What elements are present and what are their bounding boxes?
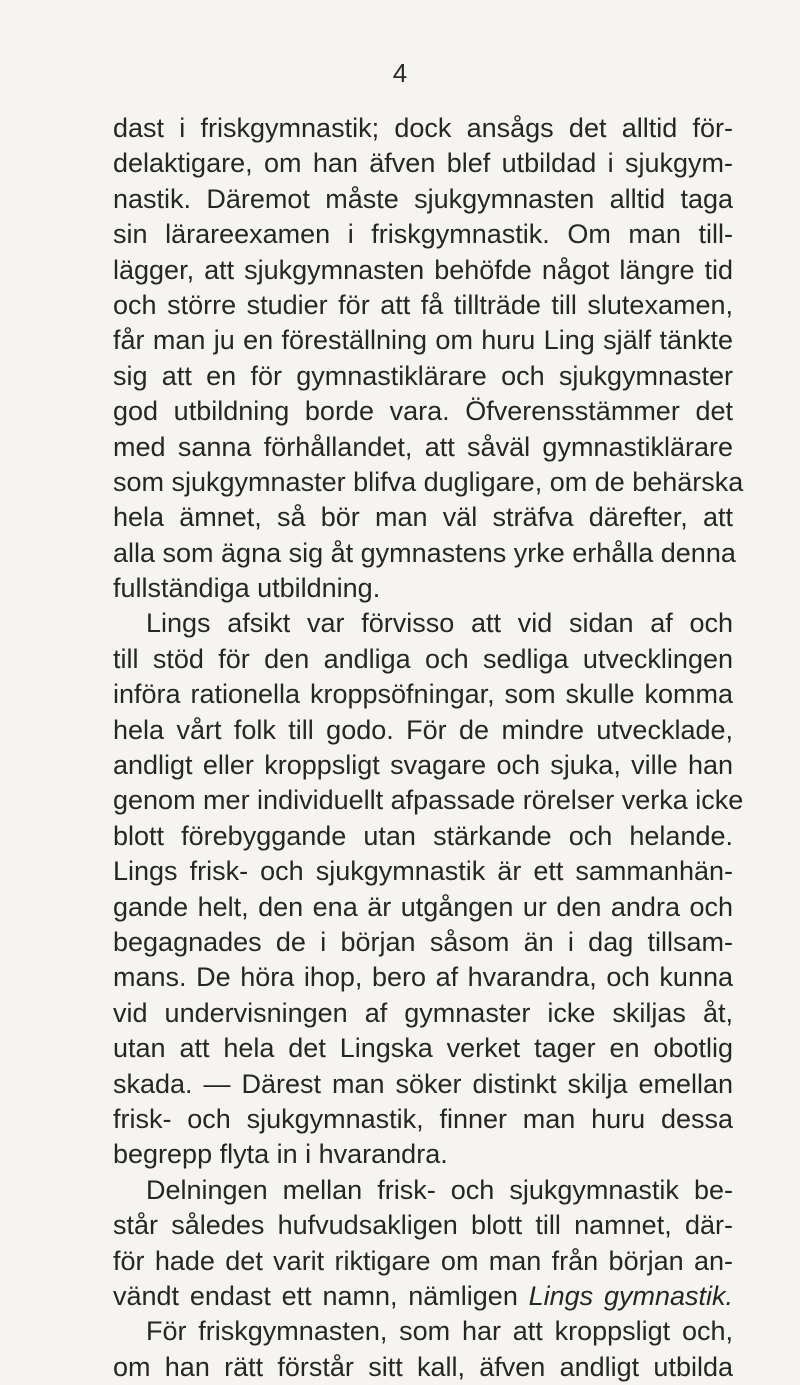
text-line-content: god utbildning borde vara. Öfverensstämmer det [113,396,733,427]
text-line-content: införa rationella kroppsöfningar, som skulle komma [113,679,733,710]
text-line-content: hela vårt folk till godo. För de mindre utvecklade, [113,714,733,745]
text-line-content: vid undervisningen af gymnaster icke skiljas åt, [113,997,733,1028]
text-line [113,253,733,288]
text-line-content: begagnades de i början såsom än i dag tillsam- [113,926,733,957]
text-line [113,1314,733,1349]
text-line-content: står således hufvudsakligen blott till namnet, där- [113,1210,733,1241]
text-line-content: alla som ägna sig åt gymnastens yrke erhålla denna [113,537,736,568]
text-line-content: Lings afsikt var förvisso att vid sidan af och [146,608,733,639]
text-line-content: för hade det varit riktigare om man från början an- [113,1245,733,1276]
text-line-content: Lings frisk- och sjukgymnastik är ett sammanhän- [113,856,733,887]
text-line [113,642,733,677]
text-line-content: För friskgymnasten, som har att kroppsligt och, [146,1316,733,1347]
text-line [113,430,733,465]
text-line [113,960,733,995]
text-line [113,1137,733,1172]
text-line-content: dast i friskgymnastik; dock ansågs det alltid för- [113,113,733,143]
text-line-content: och större studier för att få tillträde till slutexamen, [113,289,733,320]
text-line [113,890,733,925]
text-line-content: vändt endast ett namn, nämligen [113,1280,529,1311]
text-line [113,1208,733,1243]
text-line-content: andligt eller kroppsligt svagare och sjuka, ville han [113,750,733,781]
text-line [113,394,733,429]
text-line-content: genom mer individuellt afpassade rörelser verka icke [113,785,744,816]
text-line [113,111,733,146]
text-line [113,1067,733,1102]
text-line-content: sig att en för gymnastiklärare och sjukgymnaster [113,360,733,391]
text-line [113,500,733,535]
text-line-content: med sanna förhållandet, att såväl gymnastiklärare [113,431,733,462]
text-line-content: gande helt, den ena är utgången ur den andra och [113,891,733,922]
body-text [113,111,744,1385]
text-line-content: till stöd för den andliga och sedliga utvecklingen [113,643,733,674]
text-line [113,1102,733,1137]
text-line-content: begrepp flyta in i hvarandra. [113,1139,448,1170]
text-line [113,1173,733,1208]
text-line-content: frisk- och sjukgymnastik, finner man huru dessa [113,1103,733,1134]
text-line [113,1031,733,1066]
text-line [113,996,733,1031]
text-line [113,748,733,783]
text-line [113,146,733,181]
text-line [113,182,733,217]
text-line-content: utan att hela det Lingska verket tager en obotlig [113,1033,733,1064]
text-line-content: hela ämnet, så bör man väl sträfva därefter, att [113,502,733,533]
text-line [113,1244,733,1279]
text-line [113,359,733,394]
text-line-content: sin lärareexamen i friskgymnastik. Om man till- [113,219,733,250]
page-number: 4 [392,58,408,88]
text-line [113,536,736,571]
text-line [113,925,733,960]
text-line [113,217,733,252]
text-line [113,854,733,889]
text-line-content: får man ju en föreställning om huru Ling själf tänkte [113,325,733,356]
italic-text: Lings gymnastik. [528,1280,733,1311]
text-line-content: skada. — Därest man söker distinkt skilja emellan [113,1068,733,1099]
text-line-content: fullständiga utbildning. [113,573,381,604]
text-line [113,819,733,854]
text-line-content: om han rätt förstår sitt kall, äfven andligt utbilda [113,1351,733,1382]
text-line-content: som sjukgymnaster blifva dugligare, om de behärska [113,466,744,497]
text-line [113,677,733,712]
text-line [113,1279,733,1314]
text-line-content: blott förebyggande utan stärkande och helande. [113,820,733,851]
text-line [113,713,733,748]
text-line [113,465,744,500]
text-line [113,783,744,818]
text-line [113,323,733,358]
text-line-content: delaktigare, om han äfven blef utbildad i sjukgym- [113,148,733,179]
text-line-content: mans. De höra ihop, bero af hvarandra, och kunna [113,962,733,993]
text-line-content: Delningen mellan frisk- och sjukgymnastik be- [146,1174,733,1205]
text-line [113,606,733,641]
text-line-content: lägger, att sjukgymnasten behöfde något längre tid [113,254,733,285]
text-line [113,1350,733,1385]
text-line [113,288,733,323]
text-line [113,571,733,606]
text-line-content: nastik. Däremot måste sjukgymnasten alltid taga [113,183,733,214]
